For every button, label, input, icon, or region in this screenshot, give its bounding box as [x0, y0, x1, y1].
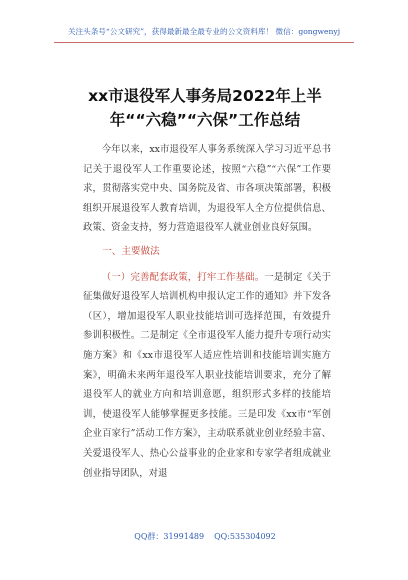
subsection-body-text: 一是制定《关于征集做好退役军人培训机构申报认定工作的通知》并下发各（区），增加退役军人职业技能培训可选择范围，有效提升参训积极性。二是制定《全市退役军人能力提升专项行动实施方案》和《xx市退役军人适应性培训和技能培训实施方案》，明确未来两年退役军人职业技能培训要求，充分了解退役军人的就业方向和培训意愿，组织形式多样的技能培训，使退役军人能够掌握更多技能。三是印发《xx市“军创企业百家行”活动工作方案》，主动联系就业创业经验丰富、关爱退役军人、热心公益事业的企业家和专家学者组成就业创业指导团队，对退: [83, 271, 331, 479]
subsection-paragraph: [83, 268, 331, 484]
footer-contact: [130, 531, 280, 543]
header-banner-text: 关注头条号“公文研究”，获得最新最全最专业的公文资料库！ 微信：gongwenyj: [67, 27, 341, 36]
header-banner: [54, 22, 354, 43]
document-title: xx市退役军人事务局2022年上半年““六稳”“六保”工作总结: [88, 87, 322, 129]
footer-qq-number: QQ:535304092: [214, 532, 276, 541]
document-body: [83, 140, 331, 483]
section-heading-main-practices: 一、主要做法: [102, 245, 160, 257]
intro-paragraph: 今年以来，xx市退役军人事务系统深入学习习近平总书记关于退役军人工作重要论述，按照“六稳”“六保”工作要求，贯彻落实党中央、国务院及省、市各项决策部署，积极组织开展退役军人教育培训，为退役军人全方位提供信息、政策、资金支持，努力营造退役军人就业创业良好氛围。: [83, 144, 331, 234]
subsection-heading: （一）完善配套政策，打牢工作基础。: [101, 271, 265, 283]
footer-qq-group: QQ群：31991489: [134, 532, 205, 541]
